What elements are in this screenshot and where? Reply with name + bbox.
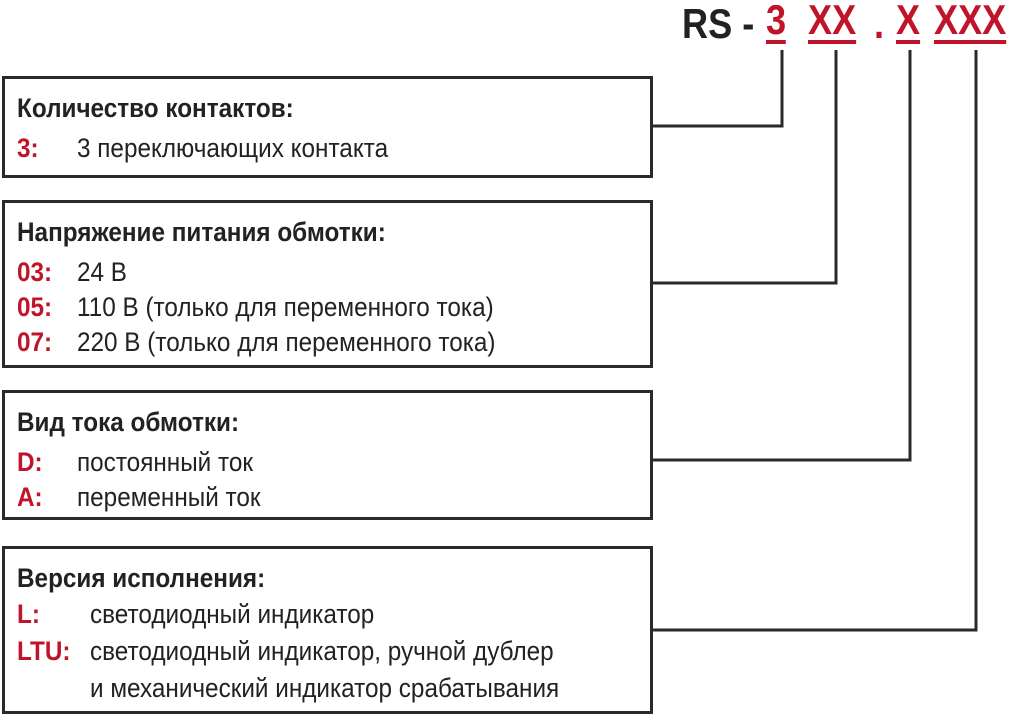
code-contacts: 3	[766, 0, 787, 43]
code-version: XXX	[934, 0, 1007, 43]
version-title: Версия исполнения:	[17, 563, 266, 593]
voltage-title: Напряжение питания обмотки:	[17, 217, 386, 247]
option-value: и механический индикатор срабатывания	[90, 673, 560, 703]
version-box	[2, 546, 653, 714]
option-value: переменный ток	[77, 482, 261, 512]
option-value: 24 В	[77, 257, 127, 287]
option-value: 110 В (только для переменного тока)	[77, 292, 494, 322]
option-key: LTU:	[17, 636, 71, 666]
option-key: D:	[17, 447, 43, 477]
connector-voltage	[653, 50, 836, 283]
option-key: A:	[17, 482, 43, 512]
voltage-box	[2, 200, 653, 368]
option-value: 220 В (только для переменного тока)	[77, 327, 496, 357]
current-title: Вид тока обмотки:	[17, 407, 240, 437]
code-dot: .	[874, 0, 885, 47]
connector-version	[653, 50, 976, 630]
option-key: 03:	[17, 257, 53, 287]
option-value: 3 переключающих контакта	[77, 133, 389, 163]
option-key: 07:	[17, 327, 53, 357]
code-voltage: XX	[808, 0, 857, 43]
option-value: светодиодный индикатор, ручной дублер	[90, 636, 554, 666]
contacts-box	[2, 76, 653, 178]
code-prefix: RS -	[682, 0, 755, 47]
connector-contacts	[653, 50, 782, 126]
code-current: X	[896, 0, 921, 43]
contacts-title: Количество контактов:	[17, 93, 294, 123]
option-key: 3:	[17, 133, 39, 163]
option-key: 05:	[17, 292, 53, 322]
current-box	[2, 390, 653, 520]
option-key: L:	[17, 599, 40, 629]
option-value: светодиодный индикатор	[90, 599, 375, 629]
option-value: постоянный ток	[77, 447, 253, 477]
